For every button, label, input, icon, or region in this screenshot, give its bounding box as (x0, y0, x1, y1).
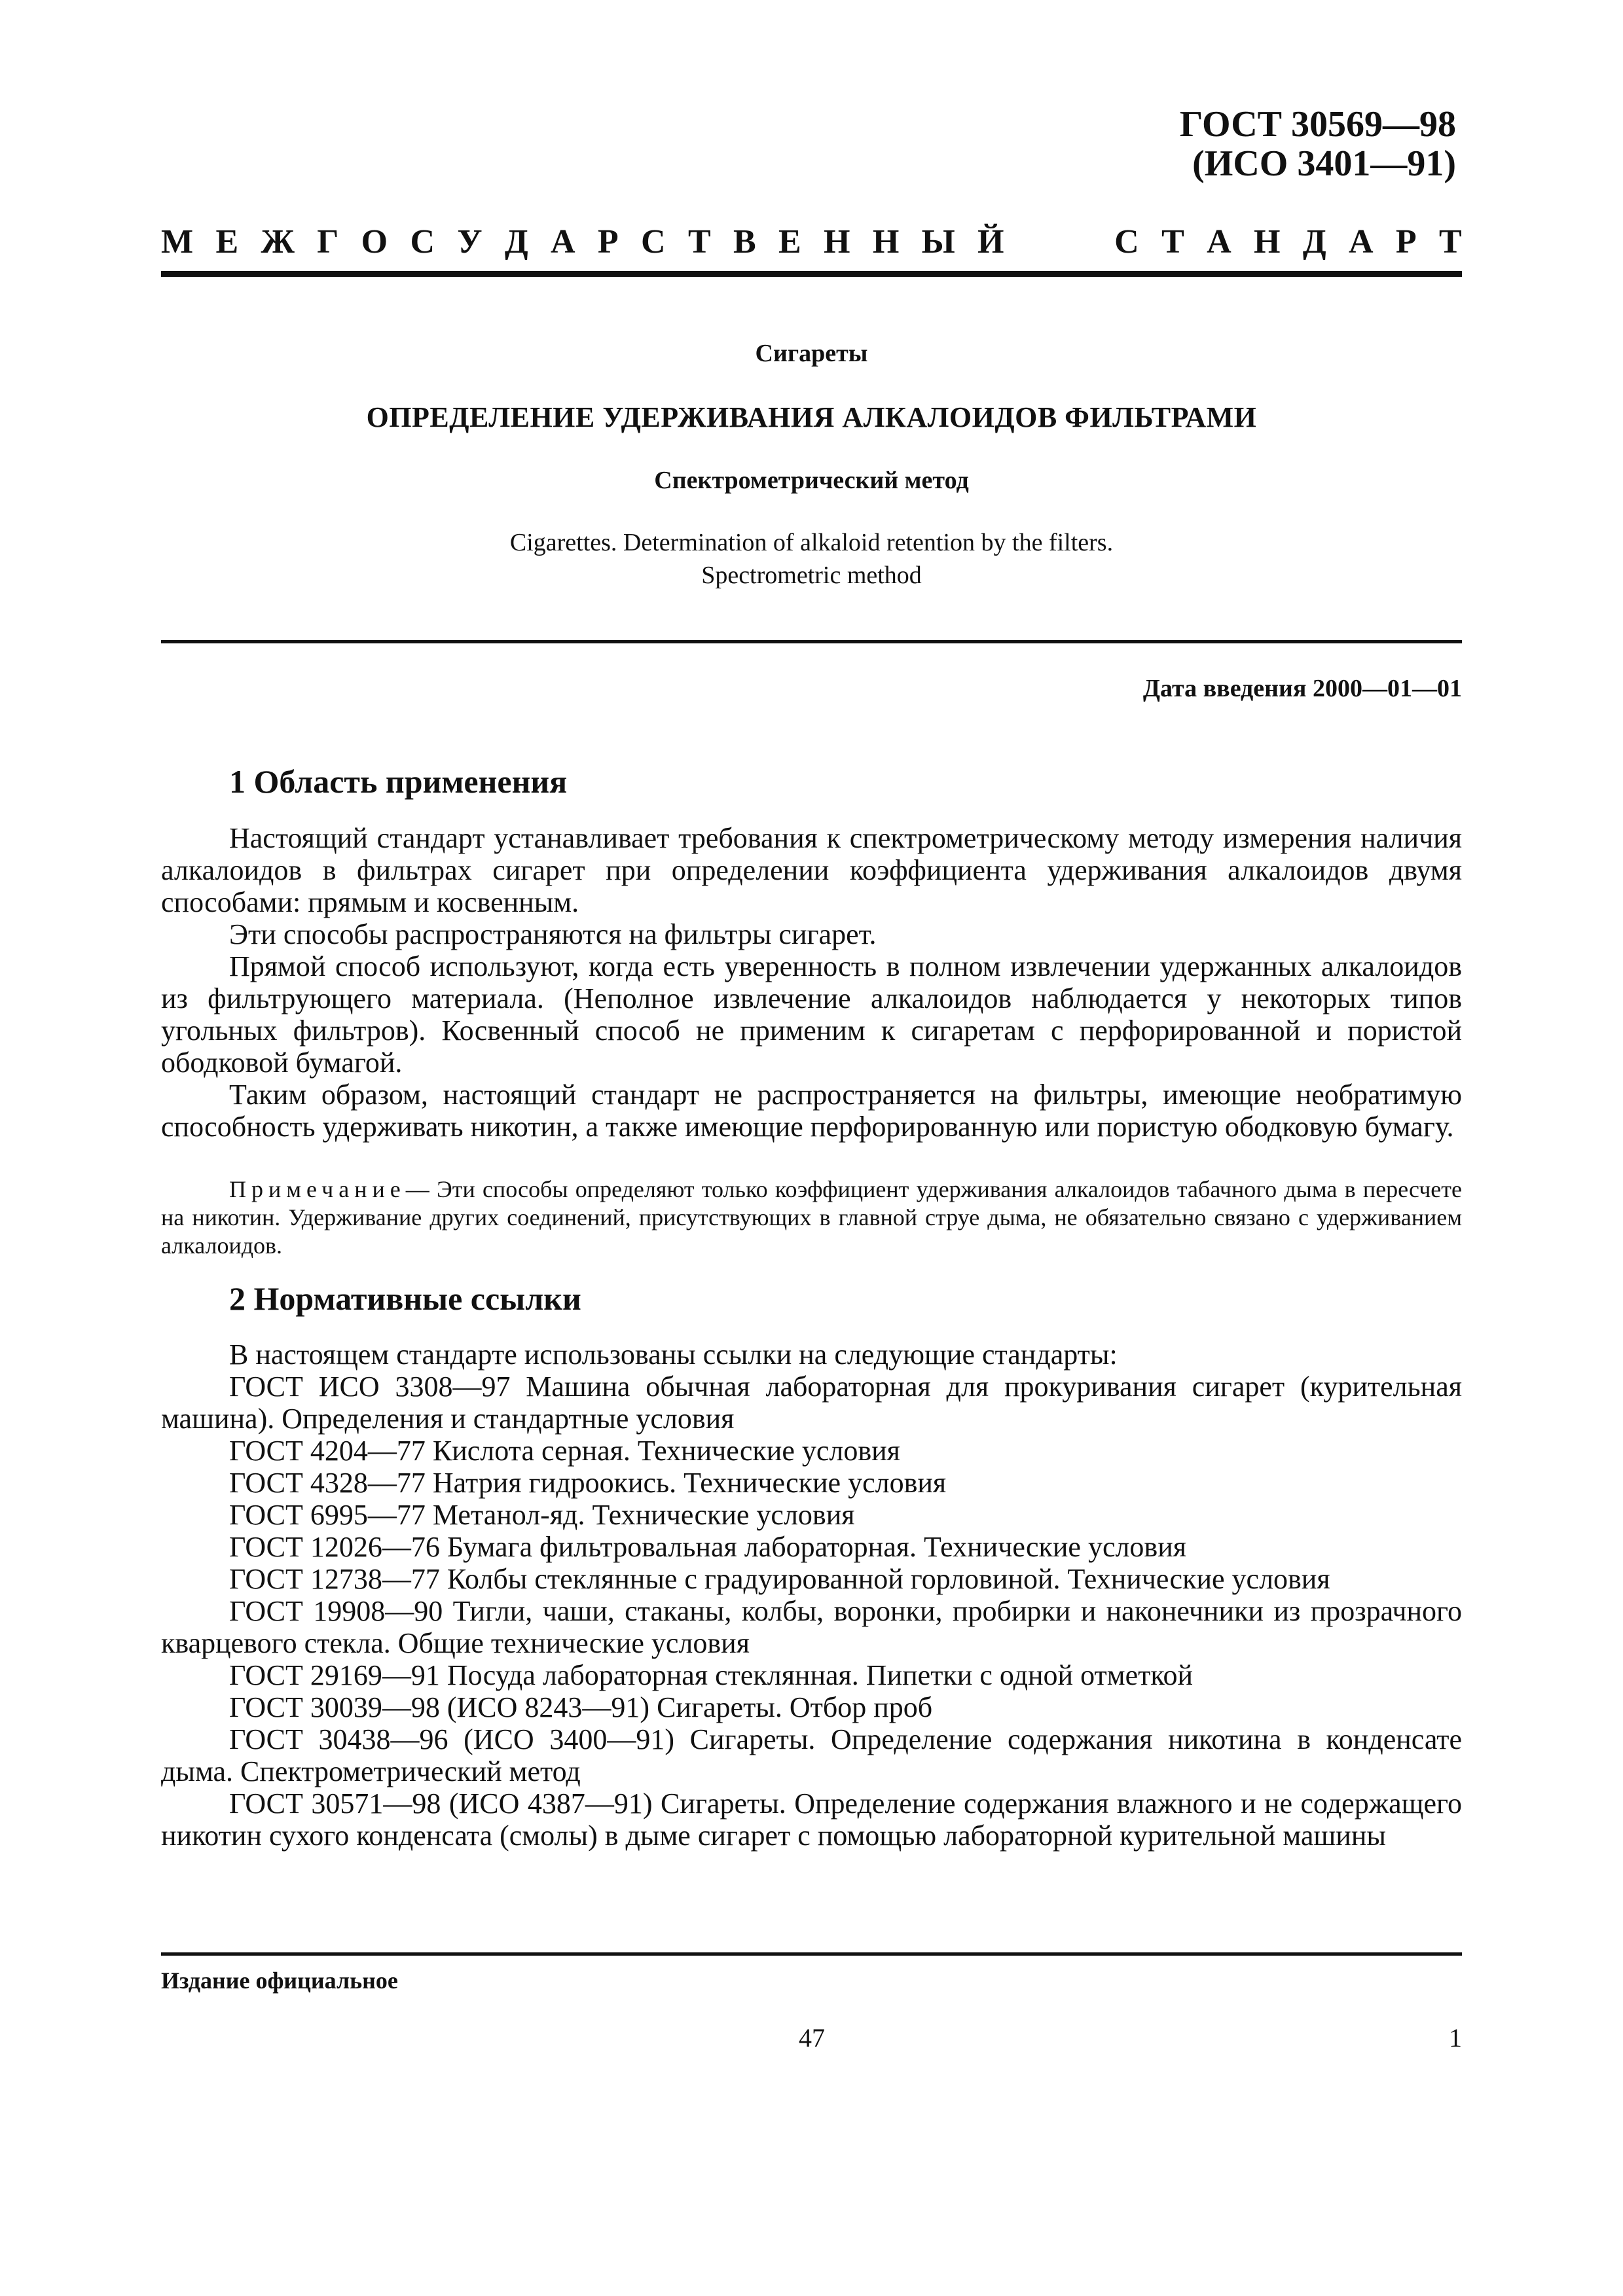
banner-letter: Т (1161, 223, 1184, 260)
note-text: — Эти способы определяют только коэффициент удерживания алкалоидов табачного дыма в пересчете на никотин. Удерживание других соединений, присутствующих в главной струе дыма, не обязательно связано с удерживанием алкалоидов. (161, 1176, 1462, 1259)
page-number-center: 47 (799, 2023, 825, 2053)
banner-letter: Д (504, 223, 528, 260)
banner-letter: Н (1254, 223, 1281, 260)
english-title-line: Cigarettes. Determination of alkaloid retention by the filters. (509, 529, 1114, 556)
iso-number: (ИСО 3401—91) (1192, 143, 1456, 184)
banner-letter: Т (687, 223, 711, 260)
banner-letter: Ж (261, 223, 295, 260)
header-rule (161, 271, 1462, 277)
document-code (1180, 105, 1456, 183)
interstate-standard-banner (161, 223, 1462, 262)
banner-letter: Е (778, 223, 801, 260)
banner-letter: В (733, 223, 756, 260)
document-title: ОПРЕДЕЛЕНИЕ УДЕРЖИВАНИЯ АЛКАЛОИДОВ ФИЛЬТРАМИ (366, 401, 1257, 433)
banner-letter: О (361, 223, 388, 260)
reference-item: ГОСТ 30571—98 (ИСО 4387—91) Сигареты. Определение содержания влажного и не содержащего никотин сухого конденсата (смолы) в дыме сигарет с помощью лабораторной курительной машины (161, 1787, 1462, 1852)
banner-letter: Г (317, 223, 339, 260)
banner-letter: М (161, 223, 194, 260)
banner-word-gap (1027, 223, 1092, 262)
banner-letter: А (1348, 223, 1374, 260)
subject-heading: Сигареты (755, 340, 868, 367)
normative-references (161, 1338, 1462, 1852)
page-number-right: 1 (1449, 2023, 1462, 2053)
note (161, 1175, 1462, 1260)
english-title (161, 526, 1462, 592)
section-2-title: 2 Нормативные ссылки (229, 1280, 581, 1317)
reference-item: ГОСТ 12026—76 Бумага фильтровальная лабораторная. Технические условия (229, 1531, 1186, 1563)
paragraph: Таким образом, настоящий стандарт не распространяется на фильтры, имеющие необратимую способность удерживать никотин, а также имеющие перфорированную или пористую ободковую бумагу. (161, 1079, 1462, 1143)
banner-letter: А (551, 223, 575, 260)
banner-letter: С (410, 223, 435, 260)
paragraph: Эти способы распространяются на фильтры сигарет. (229, 918, 877, 950)
date-introduced: Дата введения 2000—01—01 (1142, 675, 1462, 702)
banner-letter: У (457, 223, 483, 260)
english-title-line: Spectrometric method (701, 562, 922, 589)
footer-rule (161, 1952, 1462, 1956)
reference-item: ГОСТ 30438—96 (ИСО 3400—91) Сигареты. Определение содержания никотина в конденсате дыма. Спектрометрический метод (161, 1723, 1462, 1787)
gost-number: ГОСТ 30569—98 (1179, 104, 1456, 145)
banner-letter: Й (977, 223, 1004, 260)
banner-letter: Р (597, 223, 619, 260)
banner-letter: А (1207, 223, 1231, 260)
banner-letter: Ы (921, 223, 955, 260)
paragraph: Настоящий стандарт устанавливает требования к спектрометрическому методу измерения наличия алкалоидов в фильтрах сигарет при определении коэффициента удерживания алкалоидов двумя способами: прямым и косвенным. (161, 822, 1462, 918)
title-rule (161, 640, 1462, 643)
banner-letter: Д (1302, 223, 1326, 260)
note-label: Примечание (229, 1176, 406, 1202)
banner-letter: С (641, 223, 666, 260)
references-intro: В настоящем стандарте использованы ссылки на следующие стандарты: (229, 1338, 1118, 1371)
banner-letter: Е (215, 223, 239, 260)
reference-item: ГОСТ 4328—77 Натрия гидроокись. Технические условия (229, 1467, 947, 1499)
reference-item: ГОСТ 19908—90 Тигли, чаши, стаканы, колбы, воронки, пробирки и наконечники из прозрачного кварцевого стекла. Общие технические условия (161, 1595, 1462, 1659)
banner-letter: Т (1438, 223, 1462, 260)
banner-letter: Н (824, 223, 850, 260)
reference-item: ГОСТ 12738—77 Колбы стеклянные с градуированной горловиной. Технические условия (229, 1563, 1330, 1595)
section-1-title: 1 Область применения (229, 763, 568, 800)
reference-item: ГОСТ 30039—98 (ИСО 8243—91) Сигареты. Отбор проб (229, 1691, 933, 1723)
reference-item: ГОСТ 29169—91 Посуда лабораторная стеклянная. Пипетки с одной отметкой (229, 1659, 1194, 1691)
note-paragraph (161, 1175, 1462, 1260)
method-subtitle: Спектрометрический метод (654, 467, 969, 494)
banner-letter: С (1114, 223, 1139, 260)
reference-item: ГОСТ 6995—77 Метанол-яд. Технические условия (229, 1499, 855, 1531)
reference-item: ГОСТ 4204—77 Кислота серная. Технические условия (229, 1435, 900, 1467)
reference-item: ГОСТ ИСО 3308—97 Машина обычная лабораторная для прокуривания сигарет (курительная машина). Определения и стандартные условия (161, 1371, 1462, 1435)
section-1-body (161, 822, 1462, 1143)
official-edition-label: Издание официальное (161, 1967, 398, 1994)
banner-letter: Н (872, 223, 900, 260)
banner-letter: Р (1395, 223, 1417, 260)
paragraph: Прямой способ используют, когда есть уверенность в полном извлечении удержанных алкалоидов из фильтрующего материала. (Неполное извлечение алкалоидов наблюдается у некоторых типов угольных фильтров). Косвенный способ не применим к сигаретам с перфорированной и пористой ободковой бумагой. (161, 950, 1462, 1079)
